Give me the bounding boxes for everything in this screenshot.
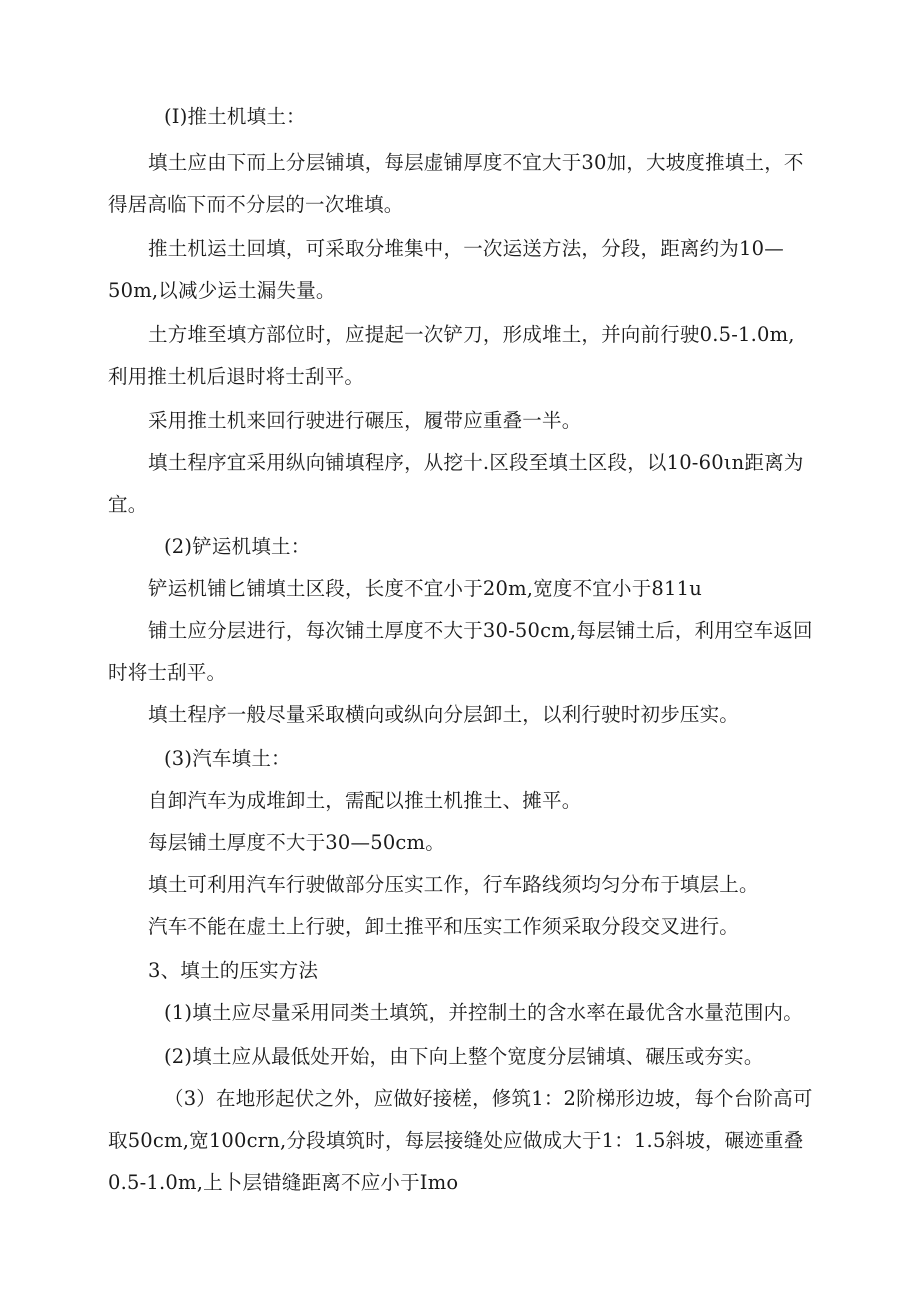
paragraph-unloading-sequence: 填土程序一般尽量采取横向或纵向分层卸土，以利行驶时初步压实。 xyxy=(148,703,740,726)
subheading-truck-fill: (3)汽车填土： xyxy=(164,747,291,770)
subheading-bulldozer-fill: (I)推土机填土： xyxy=(164,105,306,128)
paragraph-layered-spreading: 铺土应分层进行，每次铺土厚度不大于30-50cm,每层铺土后，利用空车返回时将士刮平。 xyxy=(108,619,813,684)
paragraph-rolling: 采用推土机来回行驶进行碾压，履带应重叠一半。 xyxy=(148,409,582,432)
paragraph-fill-sequence: 填土程序宜采用纵向铺填程序，从挖十.区段至填土区段，以10-60ιn距离为宜。 xyxy=(108,451,804,516)
paragraph-start-lowest: (2)填土应从最低处开始，由下向上整个宽度分层铺填、碾压或夯实。 xyxy=(164,1045,764,1068)
paragraph-terrain-steps: （3）在地形起伏之外，应做好接槎，修筑1：2阶梯形边坡，每个台阶高可取50cm,宽100crn,分段填筑时，每层接缝处应做成大于1：1.5斜坡，碾迹重叠0.5-1.0m,上卜层错缝距离不应小于Imo xyxy=(108,1087,813,1194)
section-heading-compaction-methods: 3、填土的压实方法 xyxy=(148,959,319,982)
paragraph-scraper-section: 铲运机铺匕铺填土区段，长度不宜小于20m,宽度不宜小于811u xyxy=(148,577,702,600)
subheading-scraper-fill: (2)铲运机填土： xyxy=(164,535,311,558)
paragraph-raise-blade: 土方堆至填方部位时，应提起一次铲刀，形成堆土，并向前行驶0.5-1.0m,利用推土机后退时将士刮平。 xyxy=(108,323,795,388)
paragraph-same-soil: (1)填土应尽量采用同类土填筑，并控制土的含水率在最优含水量范围内。 xyxy=(164,1001,803,1024)
paragraph-loose-soil: 汽车不能在虚土上行驶，卸土推平和压实工作须采取分段交叉进行。 xyxy=(148,915,740,938)
paragraph-dump-truck: 自卸汽车为成堆卸土，需配以推土机推土、摊平。 xyxy=(148,789,582,812)
paragraph-bulldozer-transport: 推土机运土回填，可采取分堆集中，一次运送方法，分段，距离约为10—50m,以减少运土漏失量。 xyxy=(108,237,784,302)
paragraph-layer-thickness: 每层铺土厚度不大于30—50cm。 xyxy=(148,831,445,854)
paragraph-layered-fill: 填土应由下而上分层铺填，每层虚铺厚度不宜大于30加，大坡度推填土，不得居高临下而不分层的一次堆填。 xyxy=(108,151,804,216)
paragraph-truck-compaction: 填土可利用汽车行驶做部分压实工作，行车路线须均匀分布于填层上。 xyxy=(148,873,759,896)
